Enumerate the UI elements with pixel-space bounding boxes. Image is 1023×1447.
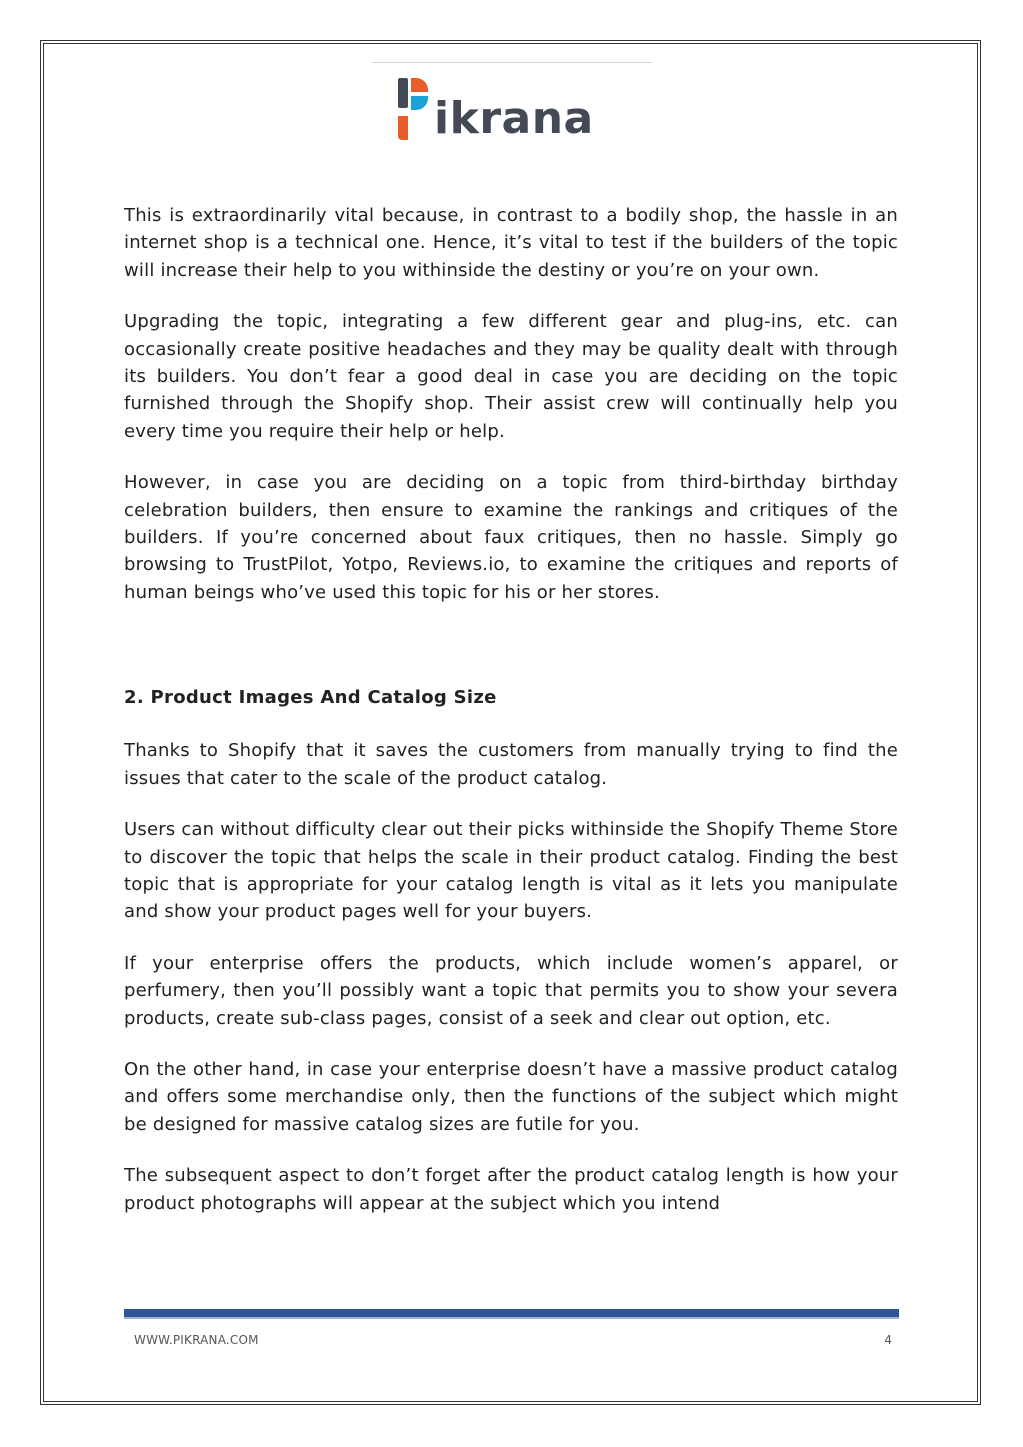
body-paragraph: Thanks to Shopify that it saves the customers from manually trying to find the issues that cater to the scale of the product catalog.: [124, 740, 898, 789]
logo-wordmark: ikrana: [434, 93, 594, 144]
page-number: 4: [884, 1333, 892, 1347]
page-content: [124, 202, 898, 1241]
section-spacer: [124, 630, 898, 684]
body-paragraph: The subsequent aspect to don’t forget after the product catalog length is how your product photographs will appear at the subject which you intend: [124, 1165, 898, 1214]
pikrana-p-logo-icon: [396, 76, 430, 142]
footer-website: WWW.PIKRANA.COM: [134, 1333, 259, 1347]
body-paragraph: Users can without difficulty clear out their picks withinside the Shopify Theme Store to discover the topic that helps the scale in their product catalog. Finding the best topic that is appropriate for your catalog length is vital as it lets you manipulate and show your product pages well for your buyers.: [124, 819, 898, 923]
body-paragraph: Upgrading the topic, integrating a few different gear and plug-ins, etc. can occasionally create positive headaches and they may be quality dealt with through its builders. You don’t fear a good deal in case you are deciding on the topic furnished through the Shopify shop. Their assist crew will continually help you every time you require their help or help.: [124, 311, 898, 442]
section-heading: 2. Product Images And Catalog Size: [124, 687, 497, 709]
body-paragraph: On the other hand, in case your enterprise doesn’t have a massive product catalog and offers some merchandise only, then the functions of the subject which might be designed for massive catalog sizes are futile for you.: [124, 1058, 898, 1135]
body-paragraph: However, in case you are deciding on a topic from third-birthday birthday celebration builders, then ensure to examine the rankings and critiques of the builders. If you’re concerned about faux critiques, then no hassle. Simply go browsing to TrustPilot, Yotpo, Reviews.io, to examine the critiques and reports of human beings who’ve used this topic for his or her stores.: [124, 472, 898, 603]
body-paragraph: If your enterprise offers the products, which include women’s apparel, or perfumery, then you’ll possibly want a topic that permits you to show your severa products, create sub-class pages, consist of a seek and clear out option, etc.: [124, 952, 898, 1029]
footer-bar-underline: [124, 1317, 899, 1319]
header-rule: [372, 62, 652, 63]
body-paragraph: This is extraordinarily vital because, in contrast to a bodily shop, the hassle in an internet shop is a technical one. Hence, it’s vital to test if the builders of the topic will increase their help to you withinside the destiny or you’re on your own.: [124, 205, 898, 281]
pikrana-logo: [396, 76, 636, 146]
